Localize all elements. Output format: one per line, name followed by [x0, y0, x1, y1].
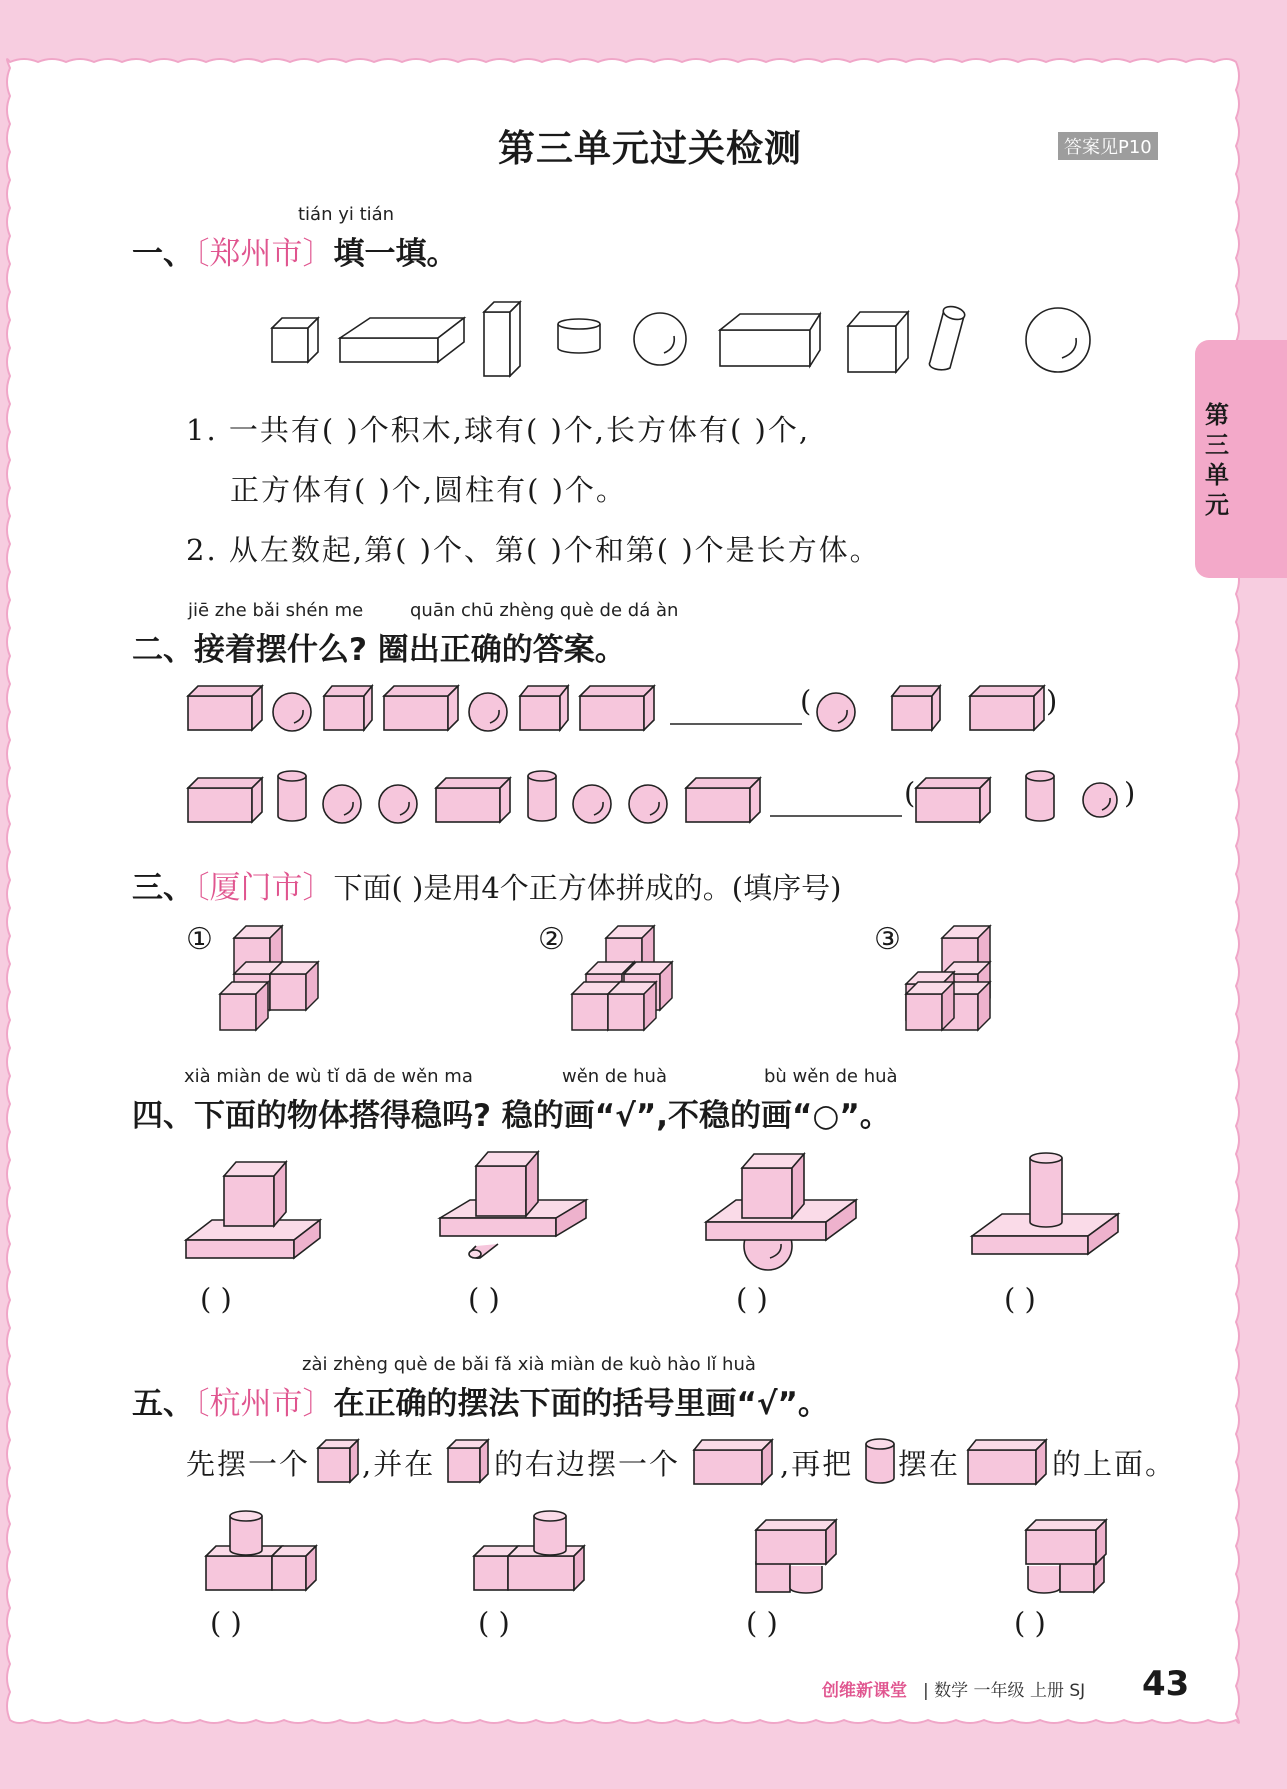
section1-shape-row [262, 296, 1132, 384]
section1-number: 一、 [132, 236, 194, 272]
pattern2-close-paren: ) [1124, 776, 1136, 810]
footer-brand: 创维新课堂 [822, 1681, 907, 1701]
large-cuboid-shape [720, 314, 820, 366]
inline-cylinder-icon [866, 1439, 894, 1483]
pattern1-option-cuboid[interactable] [970, 686, 1044, 730]
arrangement-answer-3[interactable]: ( ) [746, 1606, 778, 1640]
cube-figure-2[interactable] [572, 926, 672, 1030]
pattern2-option-cylinder[interactable] [1026, 771, 1054, 821]
pattern1-open-paren: ( [800, 684, 812, 718]
section1-question2: 2. 从左数起,第( )个、第( )个和第( )个是长方体。 [186, 533, 881, 567]
large-sphere-shape [1026, 308, 1090, 372]
stability-answer-3[interactable]: ( ) [736, 1282, 768, 1316]
stability-figure-3 [706, 1154, 856, 1270]
section4-pinyin-a: xià miàn de wù tǐ dā de wěn ma [184, 1066, 473, 1087]
option-label-3: ③ [874, 922, 901, 957]
pattern1-sphere [469, 693, 507, 731]
pattern1-cuboid [188, 686, 262, 730]
pattern1-cuboid [580, 686, 654, 730]
unit-side-tab-label: 第三单元 [1205, 401, 1229, 519]
stability-answer-1[interactable]: ( ) [200, 1282, 232, 1316]
section5-city: 〔杭州市〕 [194, 1386, 334, 1422]
section2-heading [132, 624, 626, 669]
pattern1-cube [520, 686, 568, 730]
section2-title: 接着摆什么? 圈出正确的答案。 [194, 632, 626, 668]
section1-heading [132, 228, 458, 273]
pattern2-open-paren: ( [904, 776, 916, 810]
pattern1-sphere [273, 693, 311, 731]
section5-instruction-2: ,并在 [362, 1447, 436, 1481]
pattern2-option-cuboid[interactable] [916, 778, 990, 822]
tall-cuboid-shape [484, 302, 520, 376]
arrangement-answer-1[interactable]: ( ) [210, 1606, 242, 1640]
option-label-1: ① [186, 922, 213, 957]
section1-question1-line1: 1. 一共有( )个积木,球有( )个,长方体有( )个, [186, 413, 811, 447]
cube-figure-3[interactable] [906, 926, 990, 1030]
inline-cuboid-icon [694, 1440, 772, 1484]
pattern2-sphere [323, 785, 361, 823]
section4-heading [132, 1090, 891, 1135]
pattern2-sphere [629, 785, 667, 823]
pattern2-option-sphere[interactable] [1083, 783, 1117, 817]
arrangement-figure-4[interactable] [1026, 1520, 1106, 1593]
inline-cube-icon [318, 1440, 358, 1482]
pattern1-cuboid [384, 686, 458, 730]
short-cylinder-shape [558, 319, 600, 353]
pattern1-option-cube[interactable] [892, 686, 940, 730]
arrangement-answer-2[interactable]: ( ) [478, 1606, 510, 1640]
stability-answer-4[interactable]: ( ) [1004, 1282, 1036, 1316]
page-number: 43 [1142, 1664, 1190, 1704]
section1-title: 填一填。 [333, 236, 458, 272]
section3-cube-figures [210, 918, 1040, 1038]
section5-heading [132, 1378, 829, 1423]
section4-title: 下面的物体搭得稳吗? 稳的画“√”,不稳的画“○”。 [194, 1098, 891, 1134]
arrangement-figure-1[interactable] [206, 1511, 316, 1590]
page-title: 第三单元过关检测 [498, 127, 802, 170]
section4-pinyin-b: wěn de huà [562, 1066, 667, 1087]
section5-instruction-3: 的右边摆一个 [494, 1447, 681, 1481]
section5-instruction-6: 的上面。 [1052, 1447, 1177, 1481]
tilted-cylinder-shape [929, 304, 966, 369]
footer-book-info: | 数学 一年级 上册 SJ [923, 1681, 1086, 1701]
flat-cuboid-shape [340, 318, 464, 362]
section5-title: 在正确的摆法下面的括号里画“√”。 [333, 1386, 829, 1422]
section4-number: 四、 [132, 1098, 194, 1134]
section5-instruction-1: 先摆一个 [186, 1447, 311, 1481]
section2-pinyin-b: quān chū zhèng què de dá àn [410, 600, 679, 621]
section1-city: 〔郑州市〕 [194, 236, 334, 272]
cube-figure-1[interactable] [220, 926, 318, 1030]
section5-inline-shapes [300, 1436, 1060, 1492]
section3-city: 〔厦门市〕 [194, 870, 334, 906]
inline-cuboid-icon [968, 1440, 1046, 1484]
section5-arrangement-figures [190, 1506, 1130, 1606]
section5-instruction-5: 摆在 [898, 1447, 961, 1481]
pattern2-cuboid [436, 778, 510, 822]
section3-heading [132, 862, 841, 907]
pattern2-cuboid [686, 778, 760, 822]
option-label-2: ② [538, 922, 565, 957]
small-cube-shape [272, 318, 318, 362]
section3-title: 下面( )是用4个正方体拼成的。(填序号) [333, 871, 842, 905]
cube-shape [848, 312, 908, 372]
section3-number: 三、 [132, 870, 194, 906]
pattern1-close-paren: ) [1046, 684, 1058, 718]
stability-figure-2 [440, 1152, 586, 1258]
pattern2-cylinder [278, 771, 306, 821]
answer-reference-badge: 答案见P10 [1058, 132, 1158, 160]
section5-instruction-4: ,再把 [780, 1447, 854, 1481]
small-sphere-shape [634, 313, 686, 365]
section1-question1-line2: 正方体有( )个,圆柱有( )个。 [230, 473, 627, 507]
section2-pinyin-a: jiē zhe bǎi shén me [188, 600, 364, 621]
pattern2-cylinder [528, 771, 556, 821]
section4-stability-figures [180, 1144, 1140, 1284]
pattern2-sphere [573, 785, 611, 823]
section4-pinyin-c: bù wěn de huà [764, 1066, 898, 1087]
arrangement-figure-2[interactable] [474, 1511, 584, 1590]
inline-cube-icon [448, 1440, 488, 1482]
section2-pattern-rows [180, 672, 1140, 832]
stability-figure-1 [186, 1162, 320, 1258]
stability-figure-4 [972, 1153, 1118, 1254]
section5-pinyin: zài zhèng què de bǎi fǎ xià miàn de kuò hào lǐ huà [302, 1354, 756, 1375]
section1-pinyin: tián yi tián [298, 204, 395, 225]
pattern1-cube [324, 686, 372, 730]
pattern2-sphere [379, 785, 417, 823]
section2-number: 二、 [132, 632, 194, 668]
arrangement-figure-3[interactable] [756, 1520, 836, 1593]
stability-answer-2[interactable]: ( ) [468, 1282, 500, 1316]
section5-number: 五、 [132, 1386, 194, 1422]
pattern1-option-sphere[interactable] [817, 693, 855, 731]
arrangement-answer-4[interactable]: ( ) [1014, 1606, 1046, 1640]
pattern2-cuboid [188, 778, 262, 822]
